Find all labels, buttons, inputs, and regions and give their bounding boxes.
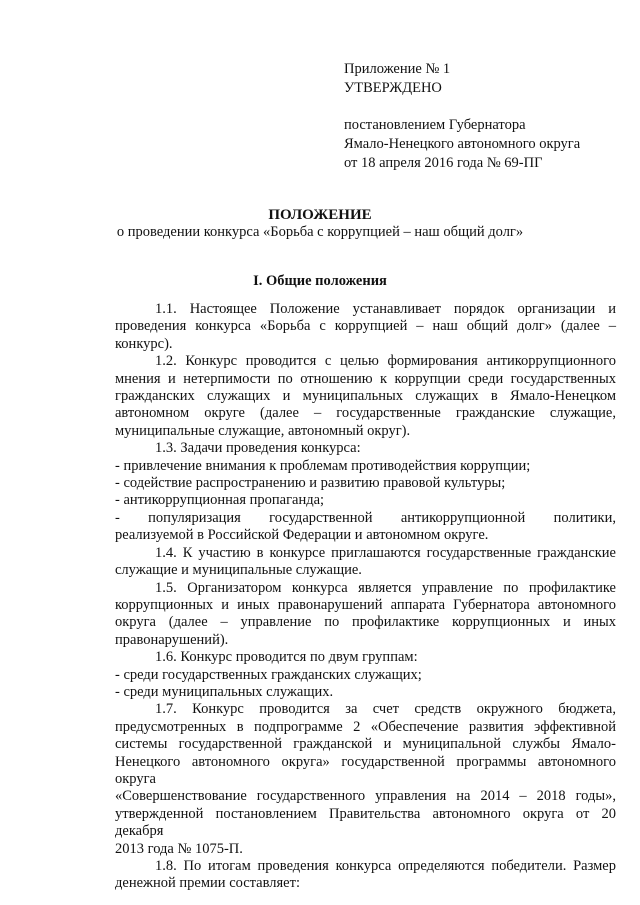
resolution-line: постановлением Губернатора xyxy=(344,117,526,133)
approval-block xyxy=(344,60,634,173)
body-line: автономном округе (далее – государственные гражданские служащие, xyxy=(115,405,616,422)
resolution-date: от 18 апреля 2016 года № 69-ПГ xyxy=(344,155,543,171)
body-line: - антикоррупционная пропаганда; xyxy=(115,492,325,509)
region-line: Ямало-Ненецкого автономного округа xyxy=(344,136,581,152)
body-line: 1.3. Задачи проведения конкурса: xyxy=(155,440,361,457)
body-line: реализуемой в Российской Федерации и автономном округе. xyxy=(115,527,489,544)
body-line: 1.2. Конкурс проводится с целью формирования антикоррупционного xyxy=(155,353,616,370)
body-line: - привлечение внимания к проблемам противодействия коррупции; xyxy=(115,457,531,474)
body-line: - среди государственных гражданских служащих; xyxy=(115,666,422,683)
body-line: денежной премии составляет: xyxy=(115,875,300,892)
body-line: мнения и нетерпимости по отношению к коррупции среди государственных xyxy=(115,370,616,387)
body-line: 2013 года № 1075-П. xyxy=(115,840,243,857)
body-line: «Совершенствование государственного управления на 2014 – 2018 годы», xyxy=(115,788,616,805)
document-subtitle: о проведении конкурса «Борьба с коррупцией – наш общий долг» xyxy=(116,224,524,240)
approved-label: УТВЕРЖДЕНО xyxy=(344,80,442,96)
body-line: 1.4. К участию в конкурсе приглашаются государственные гражданские xyxy=(155,544,616,561)
body-line: утвержденной постановлением Правительства автономного округа от 20 декабря xyxy=(115,805,616,840)
body-line: 1.6. Конкурс проводится по двум группам: xyxy=(155,649,418,666)
body-line: - среди муниципальных служащих. xyxy=(115,683,334,700)
body-line: муниципальные служащие, автономный округ). xyxy=(115,422,411,439)
body-line: 1.7. Конкурс проводится за счет средств окружного бюджета, xyxy=(155,701,616,718)
body-line: - популяризация государственной антикоррупционной политики, xyxy=(115,509,616,526)
body-line: проведения конкурса «Борьба с коррупцией – наш общий долг» (далее – конкурс). xyxy=(115,318,616,352)
body-line: Ненецкого автономного округа» государственной программы автономного округа xyxy=(115,753,616,787)
appendix-number: Приложение № 1 xyxy=(344,61,451,77)
section-heading: I. Общие положения xyxy=(253,273,387,289)
body-line: коррупционных и иных правонарушений аппарата Губернатора автономного xyxy=(115,596,616,613)
body-line: округа (далее – управление по профилактике коррупционных и иных xyxy=(115,614,616,631)
body-line: 1.8. По итогам проведения конкурса определяются победители. Размер xyxy=(155,858,616,874)
document-body xyxy=(115,301,616,893)
body-line: гражданских служащих и муниципальных служащих в Ямало-Ненецком xyxy=(115,388,616,405)
body-line: предусмотренных в подпрограмме 2 «Обеспечение развития эффективной xyxy=(115,718,616,735)
body-line: 1.1. Настоящее Положение устанавливает порядок организации и xyxy=(155,301,616,317)
body-line: - содействие распространению и развитию правовой культуры; xyxy=(115,475,506,492)
body-line: системы государственной гражданской и муниципальной службы Ямало- xyxy=(115,736,616,753)
document-title: ПОЛОЖЕНИЕ xyxy=(268,207,372,223)
body-line: служащие и муниципальные служащие. xyxy=(115,562,362,579)
body-line: правонарушений). xyxy=(115,631,229,648)
body-line: 1.5. Организатором конкурса является управление по профилактике xyxy=(155,579,616,596)
